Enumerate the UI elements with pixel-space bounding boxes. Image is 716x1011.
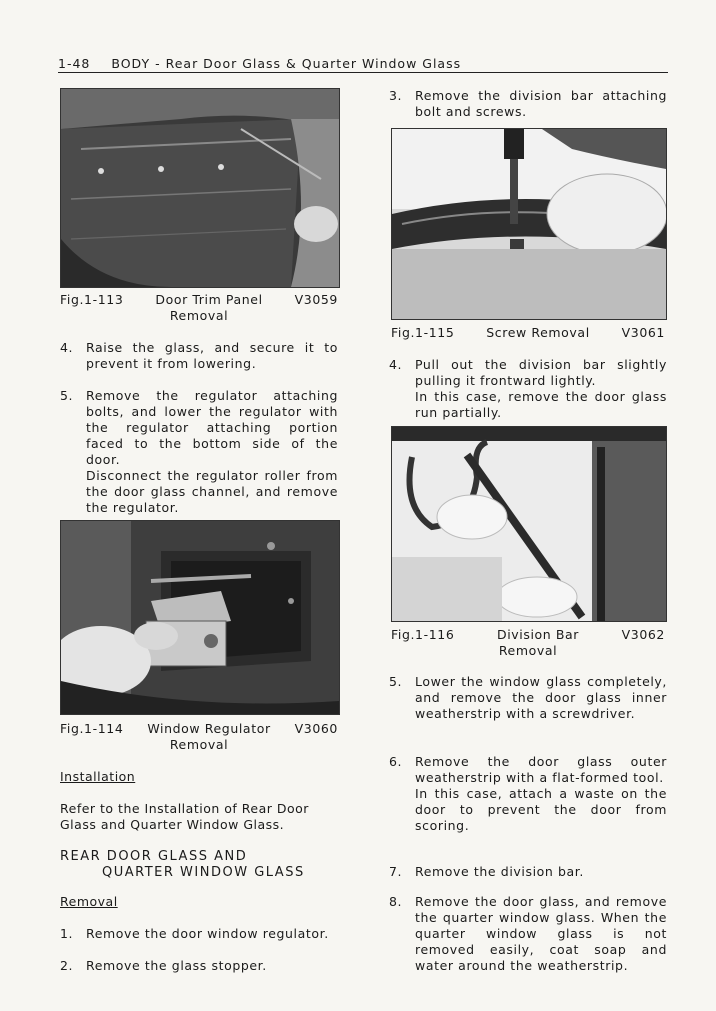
installation-heading: Installation bbox=[60, 769, 136, 784]
step-text: Remove the glass stopper. bbox=[86, 958, 267, 973]
header-rule bbox=[58, 72, 668, 73]
step-number: 5. bbox=[60, 388, 74, 403]
fig-title: Window Regulator bbox=[147, 721, 271, 736]
step-text-note: In this case, attach a waste on the door to prevent the door from scoring. bbox=[415, 786, 667, 833]
step-text: Remove the door glass outer weatherstrip with a flat-formed tool. bbox=[415, 754, 667, 785]
step-number: 7. bbox=[389, 864, 403, 879]
step-number: 5. bbox=[389, 674, 403, 689]
step-number: 6. bbox=[389, 754, 403, 769]
step-number: 4. bbox=[389, 357, 403, 372]
step-text: Remove the division bar attaching bolt and screws. bbox=[415, 88, 667, 119]
fig-1-115-caption bbox=[391, 325, 665, 341]
step-6-remove-outer-weatherstrip bbox=[389, 754, 667, 834]
step-5-remove-regulator bbox=[60, 388, 338, 516]
step-7-remove-division-bar bbox=[389, 864, 667, 880]
step-text: Lower the window glass completely, and remove the door glass inner weatherstrip with a screwdriver. bbox=[415, 674, 667, 721]
section-title-line-1: REAR DOOR GLASS AND bbox=[60, 849, 248, 864]
step-8-remove-door-glass bbox=[389, 894, 667, 974]
fig-title: Screw Removal bbox=[486, 325, 590, 340]
page-header-title: BODY - Rear Door Glass & Quarter Window Glass bbox=[111, 56, 462, 71]
fig-label: Fig.1-115 bbox=[391, 325, 455, 340]
removal-step-1 bbox=[60, 926, 350, 942]
photo-door-trim-panel bbox=[60, 88, 340, 288]
step-text-note: Disconnect the regulator roller from the door glass channel, and remove the regulator. bbox=[86, 468, 338, 515]
fig-code: V3062 bbox=[621, 627, 665, 642]
page-header bbox=[58, 56, 668, 72]
step-5-lower-window-glass bbox=[389, 674, 667, 722]
step-text: Remove the regulator attaching bolts, and lower the regulator with the regulator attaching portion faced to the bottom side of the door. bbox=[86, 388, 338, 467]
fig-subtitle: Removal bbox=[169, 737, 229, 752]
fig-label: Fig.1-114 bbox=[60, 721, 124, 736]
step-text: Remove the door window regulator. bbox=[86, 926, 329, 941]
step-text: Remove the division bar. bbox=[415, 864, 584, 879]
installation-text: Refer to the Installation of Rear Door Glass and Quarter Window Glass. bbox=[60, 801, 309, 832]
fig-label: Fig.1-116 bbox=[391, 627, 455, 642]
step-text: Remove the door glass, and remove the quarter window glass. When the quarter window glass is not removed easily, coat soap and water around the weatherstrip. bbox=[415, 894, 667, 973]
photo-division-bar-removal bbox=[391, 426, 667, 622]
step-number: 3. bbox=[389, 88, 403, 103]
fig-1-116-caption bbox=[391, 627, 665, 659]
page-number: 1-48 bbox=[58, 56, 91, 71]
step-number: 4. bbox=[60, 340, 74, 355]
step-number: 8. bbox=[389, 894, 403, 909]
step-number: 2. bbox=[60, 958, 74, 973]
step-3-division-bar-bolt bbox=[389, 88, 667, 120]
removal-heading: Removal bbox=[60, 894, 118, 909]
fig-label: Fig.1-113 bbox=[60, 292, 124, 307]
fig-subtitle: Removal bbox=[498, 643, 558, 658]
fig-title: Door Trim Panel bbox=[155, 292, 263, 307]
photo-window-regulator bbox=[60, 520, 340, 715]
step-text: Raise the glass, and secure it to prevent it from lowering. bbox=[86, 340, 338, 371]
fig-code: V3061 bbox=[621, 325, 665, 340]
fig-title: Division Bar bbox=[496, 627, 580, 642]
step-text: Pull out the division bar slightly pulling it frontward lightly. bbox=[415, 357, 667, 388]
fig-1-114-caption bbox=[60, 721, 338, 753]
step-4-pull-division-bar bbox=[389, 357, 667, 421]
section-title-line-2: QUARTER WINDOW GLASS bbox=[102, 865, 305, 880]
fig-1-113-caption bbox=[60, 292, 338, 324]
fig-subtitle: Removal bbox=[169, 308, 229, 323]
fig-code: V3059 bbox=[294, 292, 338, 307]
step-text-note: In this case, remove the door glass run partially. bbox=[415, 389, 667, 420]
step-number: 1. bbox=[60, 926, 74, 941]
removal-step-2 bbox=[60, 958, 350, 974]
step-4-raise-glass bbox=[60, 340, 338, 372]
fig-code: V3060 bbox=[294, 721, 338, 736]
photo-screw-removal bbox=[391, 128, 667, 320]
